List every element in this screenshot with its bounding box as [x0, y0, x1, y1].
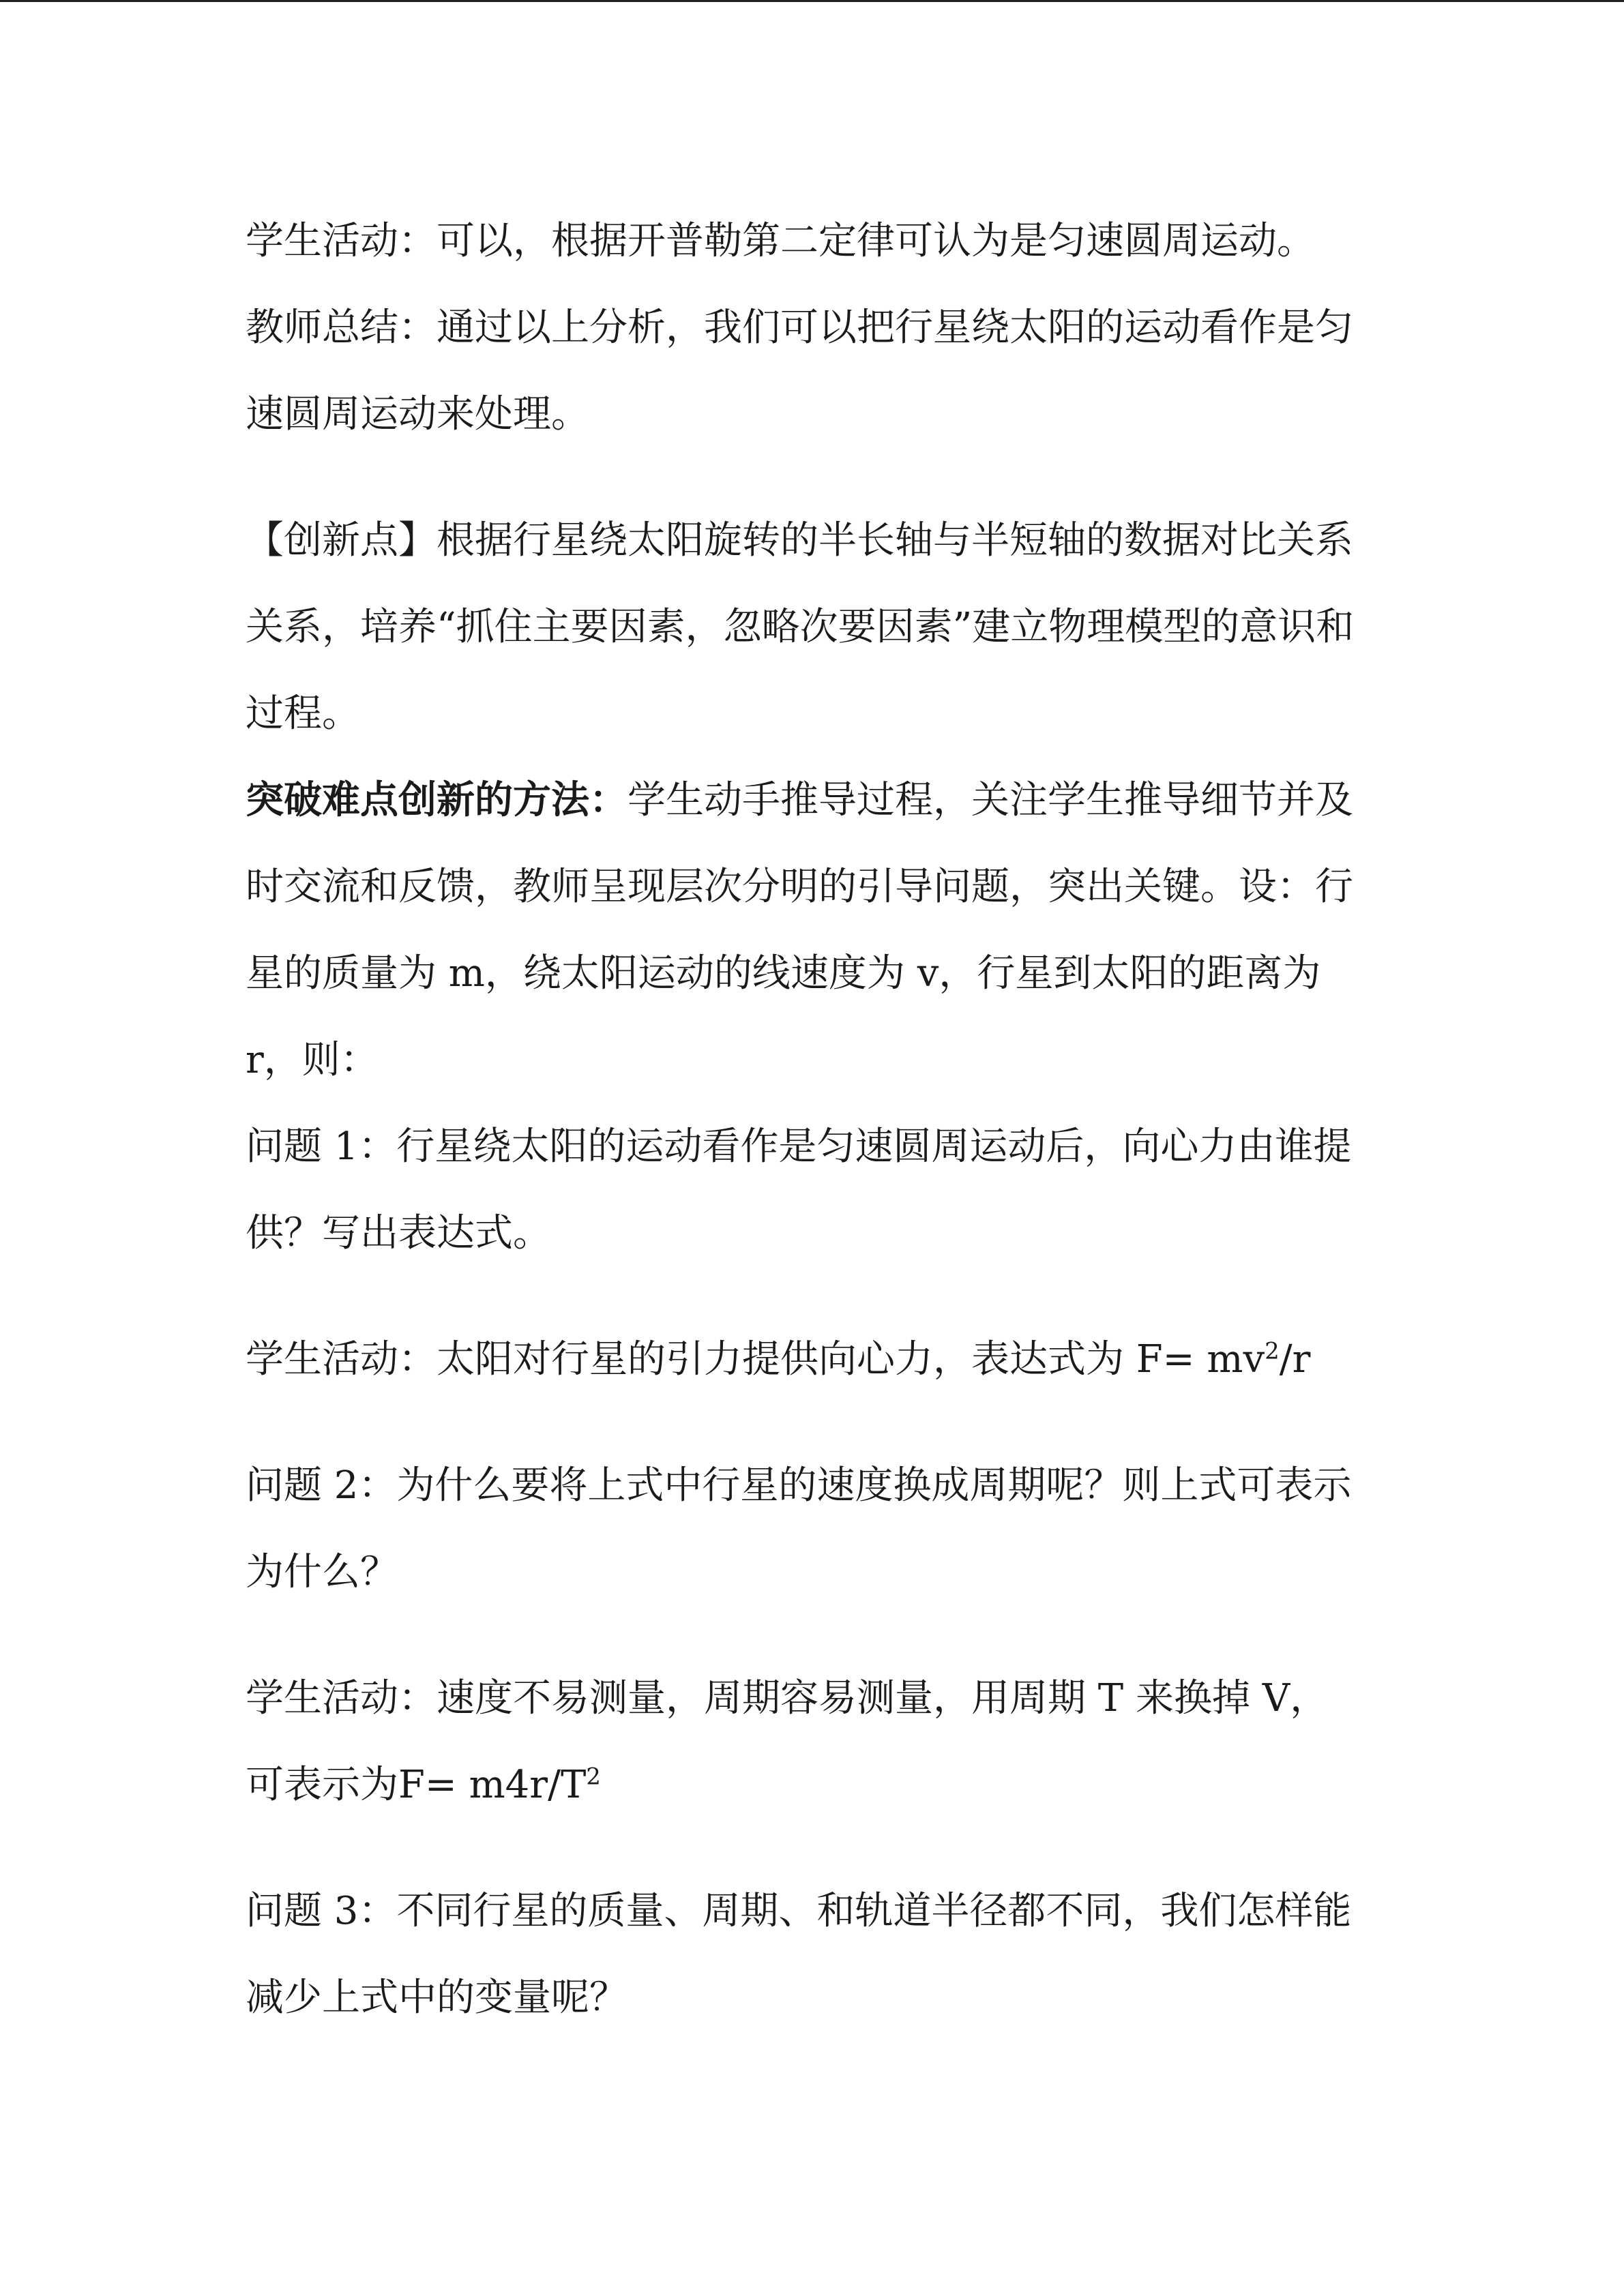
paragraph-method	[246, 757, 1355, 1103]
student-activity-3-text: 学生活动：速度不易测量，周期容易测量，用周期 T 来换掉 V，可表示为F= m4r/T	[246, 1676, 1329, 1807]
paragraph-student-activity-1: 学生活动：可以，根据开普勒第二定律可认为是匀速圆周运动。	[246, 219, 1315, 263]
paragraph-student-activity-3	[246, 1655, 1355, 1828]
student-activity-2-text: 学生活动：太阳对行星的引力提供向心力，表达式为 F= mv	[246, 1337, 1265, 1382]
document-body	[246, 198, 1355, 2041]
student-activity-2-tail: /r	[1279, 1337, 1311, 1382]
method-text: 学生动手推导过程，关注学生推导细节并及时交流和反馈，教师呈现层次分明的引导问题，突出关键。设：行星的质量为 m，绕太阳运动的线速度为 v，行星到太阳的距离为 r，则：	[246, 778, 1353, 1082]
method-label: 突破难点创新的方法：	[246, 777, 628, 822]
top-border-line	[0, 0, 1624, 2]
superscript-2: 2	[1265, 1337, 1280, 1365]
superscript-2: 2	[586, 1763, 601, 1791]
paragraph-question-1: 问题 1：行星绕太阳的运动看作是匀速圆周运动后，向心力由谁提供？写出表达式。	[246, 1124, 1352, 1255]
paragraph-question-2: 问题 2：为什么要将上式中行星的速度换成周期呢？则上式可表示为什么？	[246, 1463, 1352, 1594]
paragraph-student-activity-2	[246, 1316, 1355, 1403]
paragraph-question-3: 问题 3：不同行星的质量、周期、和轨道半径都不同，我们怎样能减少上式中的变量呢？	[246, 1889, 1352, 2020]
paragraph-teacher-summary: 教师总结：通过以上分析，我们可以把行星绕太阳的运动看作是匀速圆周运动来处理。	[246, 305, 1353, 436]
paragraph-innovation-point: 【创新点】根据行星绕太阳旋转的半长轴与半短轴的数据对比关系关系，培养“抓住主要因素，忽略次要因素”建立物理模型的意识和过程。	[246, 518, 1355, 736]
